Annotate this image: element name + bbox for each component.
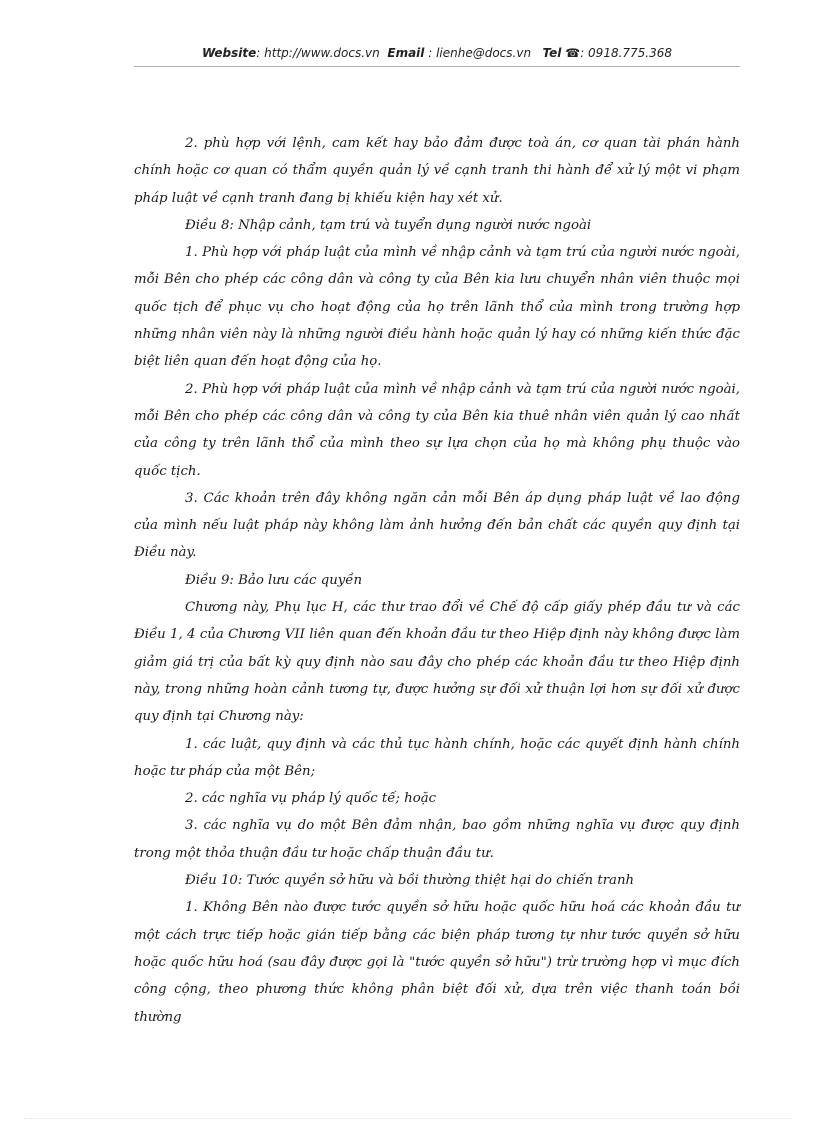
- paragraph: 1. Phù hợp với pháp luật của mình về nhập cảnh và tạm trú của người nước ngoài, mỗi Bên cho phép các công dân và công ty của Bên kia lưu chuyển nhân viên thuộc mọi quốc tịch để phục vụ cho hoạt động của họ trên lãnh thổ của mình trong trường hợp những nhân viên này là những người điều hành hoặc quản lý hay có những kiến thức đặc biệt liên quan đến hoạt động của họ.: [134, 245, 740, 370]
- email-label: Email: [387, 46, 425, 60]
- header-rule: [134, 66, 740, 67]
- phone-icon: ☎: [565, 46, 581, 60]
- tel-value: : 0918.775.368: [580, 46, 673, 60]
- article-heading: Điều 8: Nhập cảnh, tạm trú và tuyển dụng người nước ngoài: [185, 217, 592, 233]
- email-link[interactable]: lienhe@docs.vn: [436, 46, 532, 60]
- paragraph: 1. Không Bên nào được tước quyền sở hữu hoặc quốc hữu hoá các khoản đầu tư một cách trực tiếp hoặc gián tiếp bằng các biện pháp tương tự như tước quyền sở hữu hoặc quốc hữu hoá (sau đây được gọi là "tước quyền sở hữu") trừ trường hợp vì mục đích công cộng, theo phương thức không phân biệt đối xử, dựa trên việc thanh toán bồi thường: [134, 900, 740, 1025]
- footer-divider: [24, 1118, 792, 1119]
- tel-label: Tel: [542, 46, 562, 60]
- paragraph: 1. các luật, quy định và các thủ tục hành chính, hoặc các quyết định hành chính hoặc tư pháp của một Bên;: [134, 736, 740, 779]
- article-heading: Điều 10: Tước quyền sở hữu và bồi thường thiệt hại do chiến tranh: [185, 873, 635, 889]
- website-label: Website: [201, 46, 257, 60]
- website-link[interactable]: http://www.docs.vn: [264, 46, 380, 60]
- document-body: [134, 130, 740, 1031]
- website-sep: :: [256, 46, 265, 60]
- page-header: [134, 46, 740, 60]
- email-sep: :: [424, 46, 437, 60]
- paragraph: 2. Phù hợp với pháp luật của mình về nhập cảnh và tạm trú của người nước ngoài, mỗi Bên cho phép các công dân và công ty của Bên kia thuê nhân viên quản lý cao nhất của công ty trên lãnh thổ của mình theo sự lựa chọn của họ mà không phụ thuộc vào quốc tịch.: [134, 381, 740, 479]
- paragraph: 2. các nghĩa vụ pháp lý quốc tế; hoặc: [185, 791, 437, 807]
- paragraph: 2. phù hợp với lệnh, cam kết hay bảo đảm được toà án, cơ quan tài phán hành chính hoặc cơ quan có thẩm quyền quản lý về cạnh tranh thi hành để xử lý một vi phạm pháp luật về cạnh tranh đang bị khiếu kiện hay xét xử.: [134, 136, 740, 206]
- paragraph: 3. các nghĩa vụ do một Bên đảm nhận, bao gồm những nghĩa vụ được quy định trong một thỏa thuận đầu tư hoặc chấp thuận đầu tư.: [134, 818, 740, 861]
- article-heading: Điều 9: Bảo lưu các quyền: [185, 572, 363, 588]
- paragraph: Chương này, Phụ lục H, các thư trao đổi về Chế độ cấp giấy phép đầu tư và các Điều 1, 4 của Chương VII liên quan đến khoản đầu tư theo Hiệp định này không được làm giảm giá trị của bất kỳ quy định nào sau đây cho phép các khoản đầu tư theo Hiệp định này, trong những hoàn cảnh tương tự, được hưởng sự đối xử thuận lợi hơn sự đối xử được quy định tại Chương này:: [134, 600, 740, 725]
- paragraph: 3. Các khoản trên đây không ngăn cản mỗi Bên áp dụng pháp luật về lao động của mình nếu luật pháp này không làm ảnh hưởng đến bản chất các quyền quy định tại Điều này.: [134, 490, 740, 561]
